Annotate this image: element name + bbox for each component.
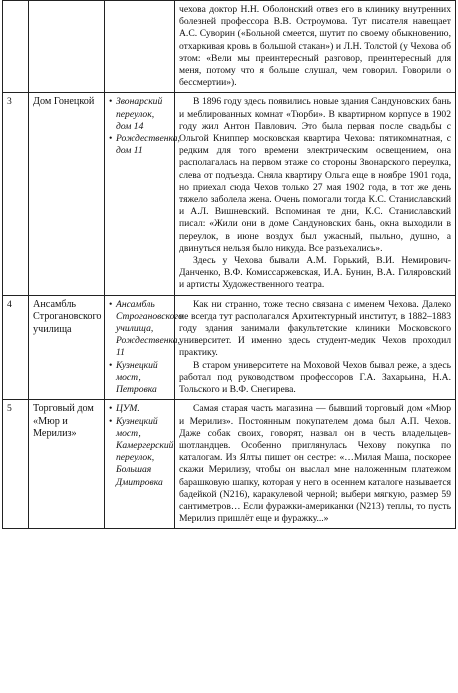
table-row [3, 295, 456, 400]
places-table [2, 0, 456, 529]
address-item: • Звонарский переулок, дом 14 [109, 96, 170, 133]
address-item: • ЦУМ. [109, 403, 170, 415]
table-row [3, 93, 456, 295]
place-name [29, 1, 105, 93]
description-cell [175, 1, 456, 93]
description-paragraph: В 1896 году здесь появились новые здания Сандуновских бань и меблированных комнат «Тюрби». В квартирном корпусе в 1902 году жил Антон Павлович. Это была первая после свадьбы с Ольгой Книппер московская квартира Чехова: пятикомнатная, с редким для того времени электрическим освещением, она располагалась на первом этаже со стороны Звонарского переулка, слева от подъезда. Сняла квартиру Ольга еще в ноябре 1901 года, но приехал сюда Чехов только 27 мая 1902 года, в тот же день тяжело заболела жена. Очень помогали тогда К.С. Станиславский и А.Л. Вишневский. Вспоминая те дни, К.С. Станиславский писал: «Жили они в доме Сандуновских бань, окна выходили в переулок, в июне воздух был ужасный, пыльно, душно, а двинуться нельзя было никуда. Все разъехались». [179, 96, 451, 254]
place-name: Ансамбль Строгановского училища [29, 295, 105, 400]
address-cell [105, 400, 175, 529]
description-paragraph: Здесь у Чехова бывали А.М. Горький, В.И. Немирович-Данченко, В.Ф. Комиссаржевская, И.А. Бунин, В.А. Гиляровский и артисты Художественного театра. [179, 255, 451, 291]
address-cell [105, 1, 175, 93]
description-paragraph: Как ни странно, тоже тесно связана с именем Чехова. Далеко не всегда тут располагался Архитектурный институт, в 1882–1883 году здания занимали факультетские клиники Московского университет. И именно здесь студент-медик Чехов проходил практику. [179, 298, 451, 359]
row-number: 5 [3, 400, 29, 529]
address-item: • Кузнецкий мост, Камергерский переулок, Большая Дмитровка [109, 416, 170, 489]
description-cell [175, 400, 456, 529]
description-paragraph: В старом университете на Моховой Чехов бывал реже, а здесь работал под руководством профессоров Г.А. Захарьина, Н.А. Тольского и В.Ф. Снегирева. [179, 359, 451, 396]
row-number: 4 [3, 295, 29, 400]
address-cell [105, 295, 183, 400]
address-item: • Рождественка, дом 11 [109, 133, 170, 157]
row-number [3, 1, 29, 93]
table-row [3, 1, 456, 93]
row-number: 3 [3, 93, 29, 295]
description-paragraph: Самая старая часть магазина — бывший торговый дом «Мюр и Мерилиз». Постоянным покупателем дома был А.П. Чехов. Даже собак своих, говорят, назвал он в честь владельцев-шотландцев. Особенно приглянулась Чехову покупка по каталогам. Из Ялты пишет он сестре: «…Милая Маша, поскорее скажи Мерилизу, чтобы он выслал мне наложенным платежом барашковую шапку, которая у него в осеннем каталоге называется бадейкой (N216), каракулевой черной; выбери мягкую, размер 59 сантиметров… Если фуражки-американки (N213) теплы, то пусть Мерилиз пришлёт еще и фуражку...» [179, 403, 451, 525]
place-name: Дом Гонецкой [29, 93, 105, 295]
description-cell [175, 295, 456, 400]
place-name: Торговый дом «Мюр и Мерилиз» [29, 400, 105, 529]
address-cell [105, 93, 180, 295]
description-paragraph: чехова доктор Н.Н. Оболонский отвез его в клинику внутренних болезней профессора В.В. Остроумова. Тут писателя навещает А.С. Суворин («Больной смеется, шутит по своему обыкновению, отхаркивая кровь в большой стакан») и Л.Н. Толстой (у Чехова об этом: «Вели мы преинтересный разговор, преинтересный для меня, потому что я больше слушал, чем говорил. Говорили о бессмертии»). [179, 4, 451, 89]
table-row [3, 400, 456, 529]
description-cell [175, 93, 456, 295]
address-item: • Ансамбль Строгановского училища, Рождественка, 11 [109, 299, 170, 360]
address-item: • Кузнецкий мост, Петровка [109, 360, 170, 397]
